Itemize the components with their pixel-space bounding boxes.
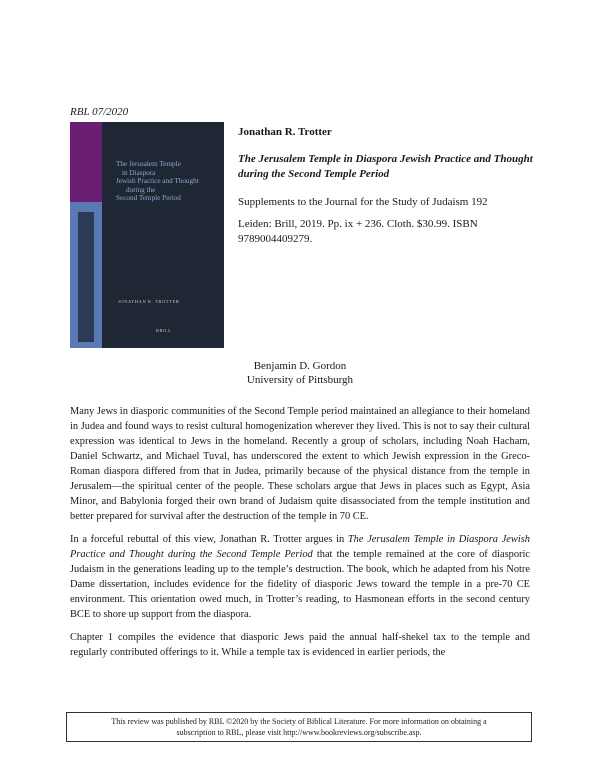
reviewer-affiliation: University of Pittsburgh bbox=[246, 374, 354, 386]
cover-title-line: in Diaspora bbox=[122, 168, 156, 177]
book-title-reference: The Jerusalem Temple in Diaspora Jewish Practice and Thought during the Second Temple Period bbox=[70, 534, 530, 560]
book-series: Supplements to the Journal for the Study of Judaism 192 bbox=[238, 196, 488, 208]
paragraph-text: In a forceful rebuttal of this view, Jonathan R. Trotter argues in bbox=[70, 534, 348, 545]
cover-publisher: BRILL bbox=[156, 328, 172, 333]
cover-title-line: Second Temple Period bbox=[116, 194, 181, 203]
review-paragraph-2 bbox=[70, 532, 530, 622]
review-body bbox=[70, 404, 530, 668]
cover-spine-inner bbox=[78, 212, 94, 342]
paragraph-text: that the temple remained at the core of diasporic Judaism in the generations leading up to the temple’s destruction. The book, which he adapted from his Notre Dame dissertation, includes evidence for the fidelity of diasporic Jews toward the temple in a pre-70 CE environment. This orientation owed much, in Trotter’s reading, to Hasmonean efforts in the second century BCE to shore up support from the diaspora. bbox=[70, 549, 530, 620]
issue-label: RBL 07/2020 bbox=[70, 106, 129, 118]
cover-author: JONATHAN R. TROTTER bbox=[118, 299, 180, 304]
book-publication: Leiden: Brill, 2019. Pp. ix + 236. Cloth. $30.99. ISBN 9789004409279. bbox=[238, 218, 478, 245]
book-author: Jonathan R. Trotter bbox=[238, 126, 332, 138]
cover-title-line: The Jerusalem Temple bbox=[116, 160, 181, 168]
book-title: The Jerusalem Temple in Diaspora Jewish Practice and Thought during the Second Temple Period bbox=[238, 153, 533, 180]
footer-line: This review was published by RBL ©2020 by the Society of Biblical Literature. For more information on obtaining a bbox=[111, 717, 487, 726]
review-paragraph-1: Many Jews in diasporic communities of the Second Temple period maintained an allegiance to their homeland in Judea and found ways to resist cultural homogenization wherever they lived. This is not to say their cultural expression was identical to Jews in the homeland. Recently a group of scholars, including Noah Hacham, Daniel Schwartz, and Michael Tuval, has underscored the extent to which Jewish expression in the Greco-Roman diaspora differed from that in Judea, primarily because of the physical distance from the temple in Jerusalem—the spiritual center of the people. These scholars argue that Jews in places such as Egypt, Asia Minor, and Babylonia forged their own brand of Judaism quite disassociated from the temple institution and better prepared for survival after the destruction of the temple in 70 CE. bbox=[70, 406, 530, 522]
cover-title bbox=[116, 160, 220, 203]
cover-title-line: during the bbox=[126, 185, 156, 194]
review-paragraph-3: Chapter 1 compiles the evidence that diasporic Jews paid the annual half-shekel tax to the temple and regularly contributed offerings to it. While a temple tax is evidenced in earlier periods, the bbox=[70, 632, 530, 658]
reviewer-name: Benjamin D. Gordon bbox=[253, 360, 347, 372]
copyright-footer bbox=[66, 712, 532, 742]
cover-color-band bbox=[70, 122, 102, 202]
book-cover-image bbox=[70, 122, 224, 348]
cover-title-line: Jewish Practice and Thought bbox=[116, 177, 199, 186]
footer-line: subscription to RBL, please visit http://www.bookreviews.org/subscribe.asp. bbox=[176, 728, 422, 737]
book-info bbox=[238, 122, 538, 247]
